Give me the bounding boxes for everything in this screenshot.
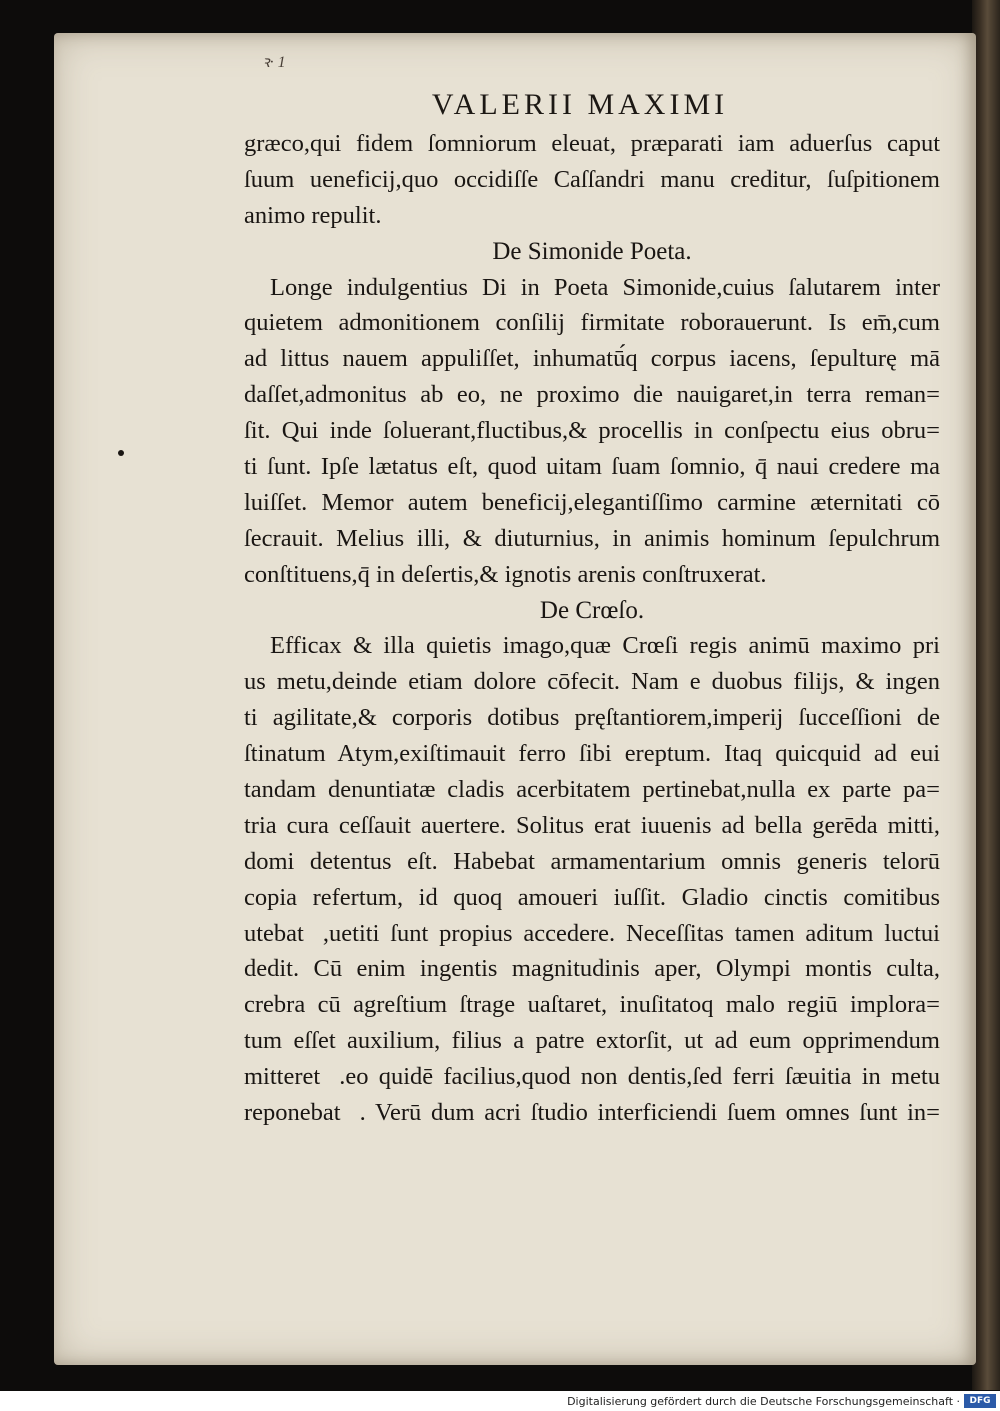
footer-bar <box>0 1391 1000 1411</box>
text-line: græco,qui fidem ſomniorum eleuat, præparati iam aduerſus caput <box>244 130 940 157</box>
folio-mark: ꝛ· 1 <box>262 54 286 71</box>
text-line: tum eſſet auxilium, filius a patre extorſit, ut ad eum opprimendum <box>244 1027 940 1055</box>
dfg-logo-icon: DFG <box>964 1394 996 1408</box>
text-line: ti agilitate,& corporis dotibus pręſtantiorem,imperij ſucceſſioni de <box>244 704 940 732</box>
text-line: ti ſunt. Ipſe lætatus eſt, quod uitam ſuam ſomnio, q̄ naui credere ma <box>244 453 940 481</box>
text-line: us metu,deinde etiam dolore cōfecit. Nam e duobus filijs, & ingen <box>244 668 940 696</box>
running-head: VALERII MAXIMI <box>431 88 729 121</box>
text-line: tria cura ceſſauit auertere. Solitus erat iuuenis ad bella gerēda mitti, <box>244 811 940 839</box>
text-line: Longe indulgentius Di in Poeta Simonide,cuius ſalutarem inter <box>270 273 940 301</box>
text-line: crebra cū agreſtium ſtrage uaſtaret, inuſitatoq malo regiū implora= <box>244 991 940 1019</box>
text-line: utebatᷣ,uetiti ſunt propius accedere. Neceſſitas tamen aditum luctui <box>244 919 940 947</box>
ink-spot <box>118 450 124 456</box>
text-line: tandam denuntiatæ cladis acerbitatem pertinebat,nulla ex parte pa= <box>244 776 940 804</box>
text-line: reponebatᷣ. Verū dum acri ſtudio interficiendi ſuem omnes ſunt in= <box>244 1099 940 1127</box>
text-line: quietem admonitionem conſilij firmitate roborauerunt. Is em̄,cum <box>244 309 940 337</box>
text-line: ad littus nauem appuliſſet, inhumatū́q corpus iacens, ſepulturę mā <box>244 345 940 373</box>
text-line: dedit. Cū enim ingentis magnitudinis aper, Olympi montis culta, <box>244 955 940 983</box>
text-block <box>244 126 940 1131</box>
text-line: daſſet,admonitus ab eo, ne proximo die nauigaret,in terra reman= <box>244 381 940 409</box>
book-edge <box>972 0 1000 1390</box>
text-line: animo repulit. <box>244 201 382 229</box>
text-line: ſtinatum Atym,exiſtimauit ferro ſibi ereptum. Itaq quicquid ad eui <box>244 740 940 768</box>
text-line: luiſſet. Memor autem beneficij,elegantiſſimo carmine æternitati cō <box>244 488 940 516</box>
text-line: domi detentus eſt. Habebat armamentarium omnis generis telorū <box>244 847 940 875</box>
section-heading-croesus: De Crœſo. <box>539 596 645 624</box>
text-line: mitteretᷣ.eo quidē facilius,quod non dentis,ſed ferri ſæuitia in metu <box>244 1063 940 1091</box>
section-heading-simonides: De Simonide Poeta. <box>492 237 692 265</box>
text-line: ſuum ueneficij,quo occidiſſe Caſſandri manu creditur, ſuſpitionem <box>244 165 940 193</box>
text-line: ſit. Qui inde ſoluerant,fluctibus,& procellis in conſpectu eius obru= <box>244 417 940 445</box>
text-line: copia refertum, id quoq amoueri iuſſit. Gladio cinctis comitibus <box>244 883 940 911</box>
text-line: ſecrauit. Melius illi, & diuturnius, in animis hominum ſepulchrum <box>244 524 940 552</box>
text-line: conſtituens,q̄ in deſertis,& ignotis arenis conſtruxerat. <box>244 560 767 588</box>
funding-credit: Digitalisierung gefördert durch die Deutsche Forschungsgemeinschaft · <box>567 1395 960 1408</box>
text-line: Efficax & illa quietis imago,quæ Crœſi regis animū maximo pri <box>270 632 940 660</box>
